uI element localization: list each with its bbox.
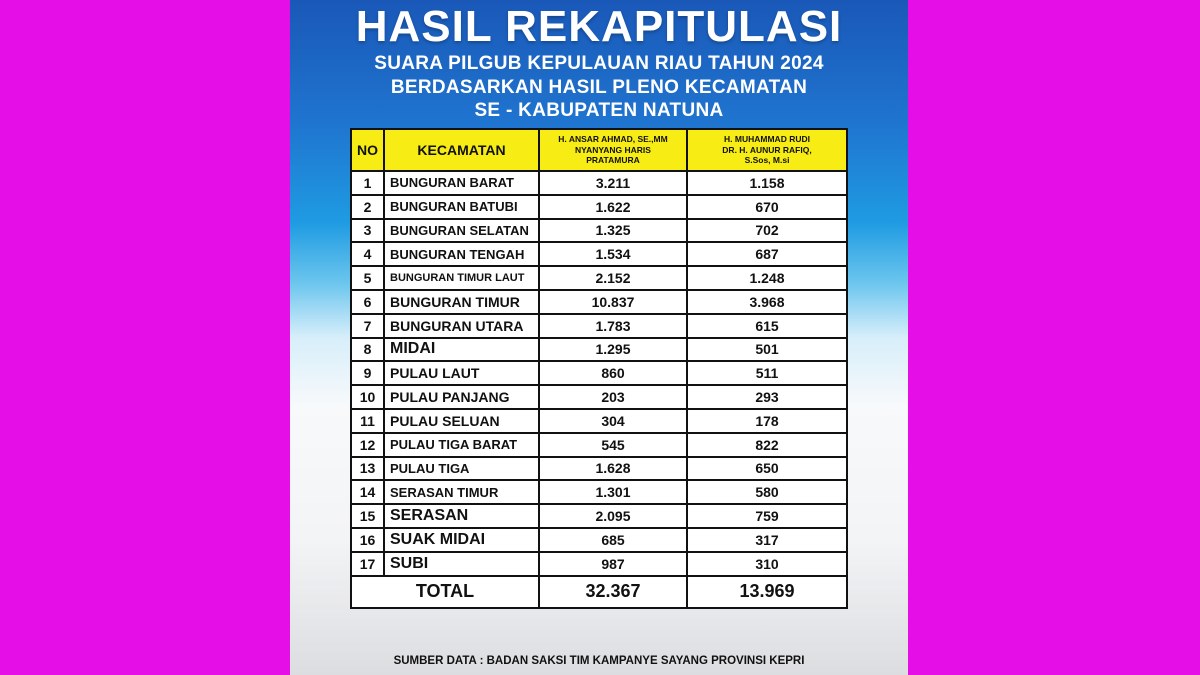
row-votes-a: 304 <box>539 409 687 433</box>
row-votes-b: 310 <box>687 552 847 576</box>
total-label: TOTAL <box>351 576 539 608</box>
row-votes-b: 501 <box>687 338 847 362</box>
cand-b-line: H. MUHAMMAD RUDI <box>724 134 810 145</box>
row-votes-b: 650 <box>687 457 847 481</box>
table-row <box>351 433 847 457</box>
row-kecamatan: BUNGURAN SELATAN <box>384 219 539 243</box>
subtitle-line-1: SUARA PILGUB KEPULAUAN RIAU TAHUN 2024 <box>374 53 824 74</box>
table-row <box>351 290 847 314</box>
header-kecamatan: KECAMATAN <box>384 129 539 171</box>
row-no: 5 <box>351 266 384 290</box>
row-no: 15 <box>351 504 384 528</box>
row-kecamatan: SERASAN <box>384 504 539 528</box>
poster-title: HASIL REKAPITULASI <box>355 2 843 51</box>
row-no: 8 <box>351 338 384 362</box>
row-kecamatan: BUNGURAN TENGAH <box>384 242 539 266</box>
row-votes-a: 1.783 <box>539 314 687 338</box>
header-no: NO <box>351 129 384 171</box>
cand-a-line: NYANYANG HARIS <box>575 144 651 155</box>
row-kecamatan: BUNGURAN BATUBI <box>384 195 539 219</box>
row-votes-b: 3.968 <box>687 290 847 314</box>
table-row <box>351 409 847 433</box>
row-votes-b: 687 <box>687 242 847 266</box>
row-votes-a: 1.295 <box>539 338 687 362</box>
table-row <box>351 457 847 481</box>
row-votes-b: 1.248 <box>687 266 847 290</box>
row-kecamatan: MIDAI <box>384 338 539 362</box>
subtitle-line-3: SE - KABUPATEN NATUNA <box>474 100 724 121</box>
table-row <box>351 552 847 576</box>
row-votes-b: 178 <box>687 409 847 433</box>
row-no: 16 <box>351 528 384 552</box>
total-votes-b: 13.969 <box>687 576 847 608</box>
table-row <box>351 314 847 338</box>
row-votes-b: 822 <box>687 433 847 457</box>
row-kecamatan: BUNGURAN BARAT <box>384 171 539 195</box>
row-votes-a: 1.301 <box>539 480 687 504</box>
table-row <box>351 195 847 219</box>
source-note: SUMBER DATA : BADAN SAKSI TIM KAMPANYE SAYANG PROVINSI KEPRI <box>393 655 805 667</box>
table-row <box>351 528 847 552</box>
table-body <box>351 171 847 576</box>
row-votes-a: 545 <box>539 433 687 457</box>
row-kecamatan: PULAU LAUT <box>384 361 539 385</box>
table-row <box>351 242 847 266</box>
row-no: 2 <box>351 195 384 219</box>
row-kecamatan: BUNGURAN UTARA <box>384 314 539 338</box>
row-votes-a: 2.152 <box>539 266 687 290</box>
row-no: 4 <box>351 242 384 266</box>
row-votes-b: 580 <box>687 480 847 504</box>
row-no: 6 <box>351 290 384 314</box>
cand-a-line: H. ANSAR AHMAD, SE.,MM <box>558 134 668 145</box>
row-no: 12 <box>351 433 384 457</box>
table-row <box>351 385 847 409</box>
row-no: 3 <box>351 219 384 243</box>
row-votes-a: 1.628 <box>539 457 687 481</box>
subtitle-line-2: BERDASARKAN HASIL PLENO KECAMATAN <box>390 77 808 98</box>
row-no: 7 <box>351 314 384 338</box>
row-votes-a: 1.534 <box>539 242 687 266</box>
row-kecamatan: PULAU TIGA <box>384 457 539 481</box>
row-kecamatan: BUNGURAN TIMUR LAUT <box>384 266 539 290</box>
row-no: 9 <box>351 361 384 385</box>
cand-b-line: S.Sos, M.si <box>744 155 790 166</box>
row-kecamatan: PULAU TIGA BARAT <box>384 433 539 457</box>
table-row <box>351 504 847 528</box>
row-kecamatan: PULAU SELUAN <box>384 409 539 433</box>
row-votes-a: 10.837 <box>539 290 687 314</box>
row-votes-a: 1.325 <box>539 219 687 243</box>
row-no: 10 <box>351 385 384 409</box>
poster <box>290 0 908 675</box>
table-row <box>351 219 847 243</box>
row-votes-a: 685 <box>539 528 687 552</box>
row-no: 17 <box>351 552 384 576</box>
row-kecamatan: PULAU PANJANG <box>384 385 539 409</box>
row-votes-a: 3.211 <box>539 171 687 195</box>
row-kecamatan: SUBI <box>384 552 539 576</box>
row-votes-b: 293 <box>687 385 847 409</box>
header-candidate-b <box>687 129 847 171</box>
row-kecamatan: SUAK MIDAI <box>384 528 539 552</box>
row-votes-a: 2.095 <box>539 504 687 528</box>
row-votes-a: 987 <box>539 552 687 576</box>
header-candidate-a <box>539 129 687 171</box>
row-votes-b: 317 <box>687 528 847 552</box>
table-row <box>351 361 847 385</box>
row-votes-a: 1.622 <box>539 195 687 219</box>
cand-b-line: DR. H. AUNUR RAFIQ, <box>722 144 812 155</box>
row-votes-a: 860 <box>539 361 687 385</box>
row-votes-b: 702 <box>687 219 847 243</box>
row-no: 14 <box>351 480 384 504</box>
table-row <box>351 480 847 504</box>
total-votes-a: 32.367 <box>539 576 687 608</box>
cand-a-line: PRATAMURA <box>586 155 640 166</box>
row-no: 1 <box>351 171 384 195</box>
total-row <box>351 576 847 608</box>
row-votes-b: 759 <box>687 504 847 528</box>
row-kecamatan: SERASAN TIMUR <box>384 480 539 504</box>
table-row <box>351 266 847 290</box>
row-votes-b: 1.158 <box>687 171 847 195</box>
row-kecamatan: BUNGURAN TIMUR <box>384 290 539 314</box>
row-votes-b: 670 <box>687 195 847 219</box>
row-no: 13 <box>351 457 384 481</box>
table-row <box>351 171 847 195</box>
table-header-row <box>351 129 847 171</box>
row-no: 11 <box>351 409 384 433</box>
table-row <box>351 338 847 362</box>
row-votes-b: 511 <box>687 361 847 385</box>
row-votes-b: 615 <box>687 314 847 338</box>
recap-table <box>350 128 848 609</box>
row-votes-a: 203 <box>539 385 687 409</box>
